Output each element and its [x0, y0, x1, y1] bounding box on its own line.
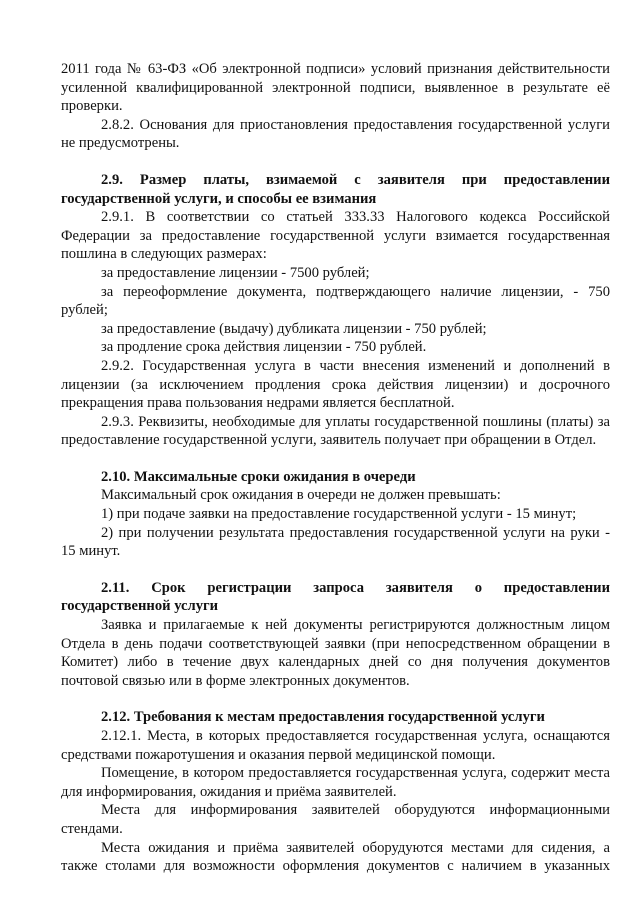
paragraph: 1) при подаче заявки на предоставление государственной услуги - 15 минут; [101, 506, 577, 523]
paragraph: Заявка и прилагаемые к ней документы регистрируются должностным лицом Отдела в день подачи соответствующей заявки (при непосредственном обращении в Комитет) либо в течение двух календарных дней со дня получения документов почтовой связью или в форме электронных документов. [61, 617, 610, 689]
paragraph: 2.9.1. В соответствии со статьей 333.33 Налогового кодекса Российской Федерации за предоставление государственной услуги взимается государственная пошлина в следующих размерах: [61, 209, 610, 263]
paragraph-spacer [61, 690, 610, 708]
paragraph: 2011 года № 63-ФЗ «Об электронной подписи» условий признания действительности усиленной квалифицированной электронной подписи, выявленное в результате её проверки. [61, 61, 610, 115]
paragraph: 2.9.3. Реквизиты, необходимые для уплаты государственной пошлины (платы) за предоставление государственной услуги, заявитель получает при обращении в Отдел. [61, 413, 610, 449]
paragraph: Места ожидания и приёма заявителей оборудуются местами для сидения, а также столами для возможности оформления документов с наличием в указанных [61, 839, 610, 875]
paragraph-spacer [61, 153, 610, 171]
paragraph: Помещение, в котором предоставляется государственная услуга, содержит места для информирования, ожидания и приёма заявителей. [61, 765, 610, 800]
paragraph: 2.8.2. Основания для приостановления предоставления государственной услуги не предусмотрены. [61, 116, 610, 152]
paragraph: 2) при получении результата предоставления государственной услуги на руки - 15 минут. [61, 524, 610, 560]
paragraph: Места для информирования заявителей оборудуются информационными стендами. [61, 802, 610, 837]
section-heading: 2.9. Размер платы, взимаемой с заявителя при предоставлении государственной услуги, и способы ее взимания [61, 171, 610, 207]
paragraph: за предоставление (выдачу) дубликата лицензии - 750 рублей; [101, 320, 487, 337]
paragraph-spacer [61, 450, 610, 468]
paragraph: 2.9.2. Государственная услуга в части внесения изменений и дополнений в лицензии (за исключением продления срока действия лицензии) и досрочного прекращения права пользования недрами является бесплатной. [61, 357, 610, 412]
section-heading: 2.12. Требования к местам предоставления государственной услуги [101, 709, 545, 726]
paragraph: за переоформление документа, подтверждающего наличие лицензии, - 750 рублей; [61, 283, 610, 319]
paragraph: Максимальный срок ожидания в очереди не должен превышать: [101, 487, 501, 504]
paragraph: за предоставление лицензии - 7500 рублей; [101, 264, 370, 281]
paragraph: 2.12.1. Места, в которых предоставляется государственная услуга, оснащаются средствами пожаротушения и оказания первой медицинской помощи. [61, 728, 610, 763]
document-body [61, 60, 610, 876]
paragraph-spacer [61, 561, 610, 579]
paragraph: за продление срока действия лицензии - 750 рублей. [101, 339, 427, 356]
section-heading: 2.10. Максимальные сроки ожидания в очереди [101, 468, 416, 485]
section-heading: 2.11. Срок регистрации запроса заявителя о предоставлении государственной услуги [61, 579, 610, 615]
